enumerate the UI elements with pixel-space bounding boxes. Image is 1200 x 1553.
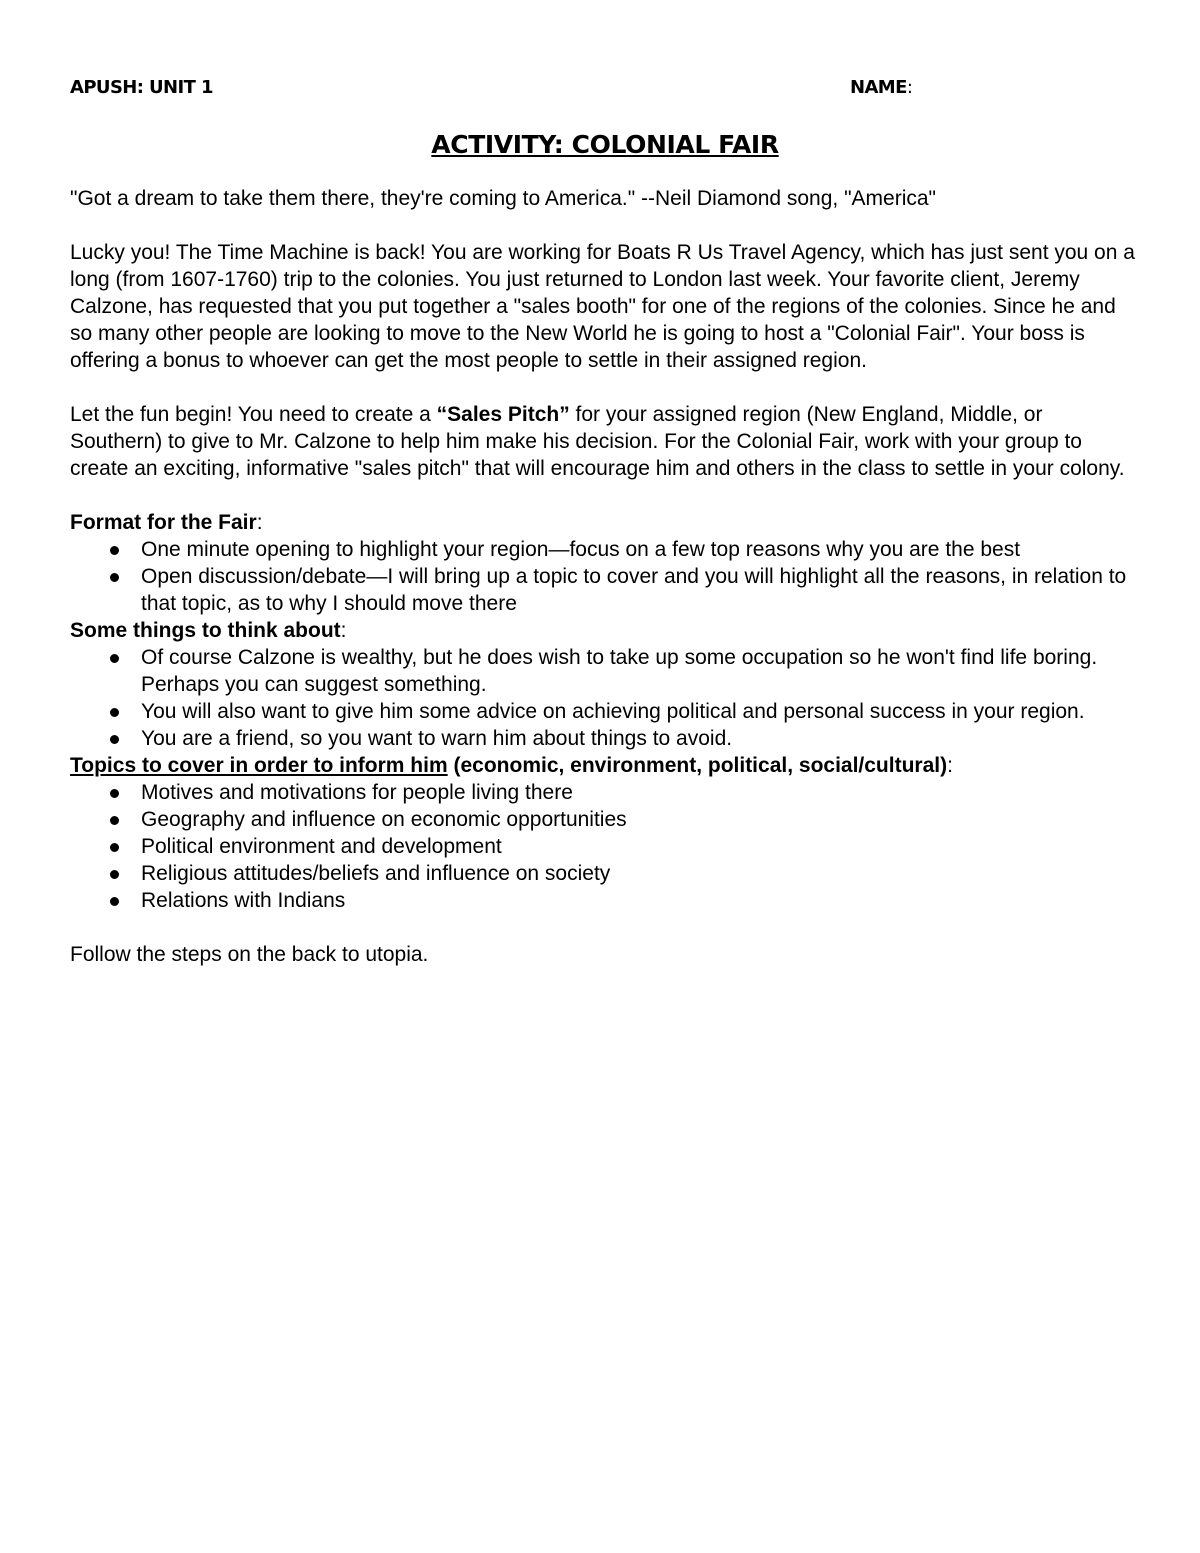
bullet-icon xyxy=(110,654,119,663)
pitch-text-before: Let the fun begin! You need to create a xyxy=(70,403,437,426)
list-item-text: Religious attitudes/beliefs and influence on society xyxy=(141,862,611,885)
topics-list xyxy=(70,779,1140,914)
list-item xyxy=(70,698,1140,725)
course-label: APUSH: UNIT 1 xyxy=(70,77,213,98)
list-item xyxy=(70,779,1140,806)
list-item-text: Political environment and development xyxy=(141,835,502,858)
opening-quote: "Got a dream to take them there, they're coming to America." --Neil Diamond song, "America" xyxy=(70,187,937,210)
topics-qualifier: (economic, environment, political, social/cultural) xyxy=(447,754,948,777)
list-item-text: One minute opening to highlight your region—focus on a few top reasons why you are the best xyxy=(141,538,1021,561)
list-item-text: Geography and influence on economic opportunities xyxy=(141,808,627,831)
list-item-text: Relations with Indians xyxy=(141,889,346,912)
think-heading-text: Some things to think about xyxy=(70,619,341,642)
list-item xyxy=(70,887,1140,914)
header xyxy=(70,70,1140,102)
name-colon: : xyxy=(906,77,913,98)
bullet-icon xyxy=(110,708,119,717)
list-item-text: Motives and motivations for people living there xyxy=(141,781,573,804)
bullet-icon xyxy=(110,546,119,555)
list-item xyxy=(70,536,1140,563)
page-title: ACTIVITY: COLONIAL FAIR xyxy=(431,130,779,159)
list-item-text: Of course Calzone is wealthy, but he does wish to take up some occupation so he won't find life boring. Perhaps you can suggest something. xyxy=(141,646,1098,696)
bullet-icon xyxy=(110,573,119,582)
list-item-text: You will also want to give him some advice on achieving political and personal success in your region. xyxy=(141,700,1085,723)
format-list xyxy=(70,536,1140,617)
topics-heading xyxy=(70,752,1140,779)
list-item xyxy=(70,860,1140,887)
list-item xyxy=(70,644,1140,698)
topics-heading-colon: : xyxy=(947,754,953,777)
bullet-icon xyxy=(110,789,119,798)
list-item xyxy=(70,563,1140,617)
sales-pitch-paragraph xyxy=(70,401,1140,482)
intro-paragraph: Lucky you! The Time Machine is back! You are working for Boats R Us Travel Agency, which has just sent you on a long (from 1607-1760) trip to the colonies. You just returned to London last week. Your favorite client, Jeremy Calzone, has requested that you put together a "sales booth" for one of the regions of the colonies. Since he and so many other people are looking to move to the New World he is going to host a "Colonial Fair". Your boss is offering a bonus to whoever can get the most people to settle in their assigned region. xyxy=(70,241,1135,372)
list-item-text: Open discussion/debate—I will bring up a topic to cover and you will highlight all the reasons, in relation to that topic, as to why I should move there xyxy=(141,565,1127,615)
pitch-emphasis: “Sales Pitch” xyxy=(436,403,570,426)
think-heading xyxy=(70,617,1140,644)
topics-heading-text: Topics to cover in order to inform him xyxy=(70,754,448,777)
name-field-label xyxy=(850,74,912,101)
think-list xyxy=(70,644,1140,752)
format-heading xyxy=(70,509,1140,536)
format-heading-text: Format for the Fair xyxy=(70,511,257,534)
bullet-icon xyxy=(110,735,119,744)
name-label: NAME xyxy=(850,77,907,98)
bullet-icon xyxy=(110,870,119,879)
list-item-text: You are a friend, so you want to warn him about things to avoid. xyxy=(141,727,733,750)
pitch-text-after: for your assigned region (New England, Middle, or Southern) to give to Mr. Calzone to help him make his decision. For the Colonial Fair, work with your group to create an exciting, informative "sales pitch" that will encourage him and others in the class to settle in your colony. xyxy=(70,403,1125,480)
list-item xyxy=(70,833,1140,860)
list-item xyxy=(70,806,1140,833)
format-heading-colon: : xyxy=(256,511,263,534)
closing-line: Follow the steps on the back to utopia. xyxy=(70,943,429,966)
list-item xyxy=(70,725,1140,752)
worksheet-page xyxy=(70,70,1140,968)
bullet-icon xyxy=(110,897,119,906)
bullet-icon xyxy=(110,816,119,825)
bullet-icon xyxy=(110,843,119,852)
think-heading-colon: : xyxy=(340,619,347,642)
